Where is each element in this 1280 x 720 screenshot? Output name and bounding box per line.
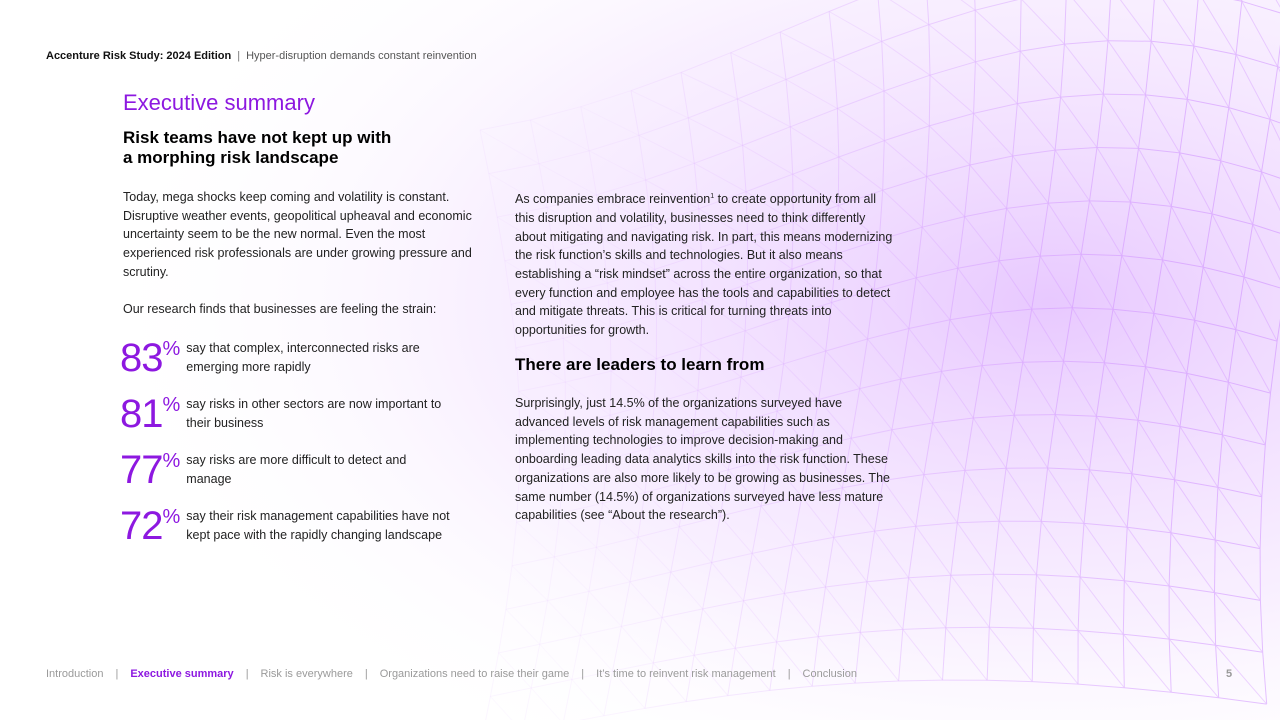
headline-line-2: a morphing risk landscape — [123, 148, 339, 167]
intro-paragraph: Today, mega shocks keep coming and volatility is constant. Disruptive weather events, geopolitical upheaval and economic uncertainty seem to be the new normal. Even the most experienced risk professionals are under growing pressure and scrutiny. — [123, 190, 472, 279]
mesh-line — [1108, 41, 1151, 42]
footer-nav-conclusion[interactable]: Conclusion — [802, 668, 857, 680]
document-header — [46, 50, 477, 62]
footer-nav-separator: | — [364, 668, 368, 680]
header-separator: | — [237, 50, 241, 62]
footnote-marker[interactable]: 1 — [710, 193, 715, 200]
header-subtitle: Hyper-disruption demands constant reinvention — [246, 50, 477, 62]
footer-navigation — [46, 668, 857, 680]
footer-nav-risk-is-everywhere[interactable]: Risk is everywhere — [260, 668, 353, 680]
footer-nav-separator: | — [245, 668, 249, 680]
stat-item — [120, 506, 476, 546]
stat-description: say their risk management capabilities have not kept pace with the rapidly changing landscape — [186, 509, 450, 542]
header-brand: Accenture Risk Study: 2024 Edition — [46, 50, 232, 62]
mesh-line — [1215, 540, 1216, 593]
footer-nav-introduction[interactable]: Introduction — [46, 668, 104, 680]
stat-item — [120, 394, 466, 434]
reinvention-paragraph — [515, 188, 895, 340]
footer-nav-separator: | — [787, 668, 791, 680]
stat-value: 81 — [120, 392, 163, 436]
reinvention-text-end: to create opportunity from all this disruption and volatility, businesses need to think differently about mitigating and navigating risk. In part, this means modernizing the risk function’s skills and technologies. But it also means establishing a “risk mindset” across the entire organization, so that every function and employee has the tools and capabilities to detect and mitigate threats. This is critical for turning threats into opportunities for growth. — [515, 192, 893, 338]
stat-value: 83 — [120, 336, 163, 380]
mesh-line — [1014, 415, 1055, 416]
stat-description: say risks in other sectors are now important to their business — [186, 397, 442, 430]
footer-nav-reinvent-risk-management[interactable]: It’s time to reinvent risk management — [596, 668, 776, 680]
leaders-subheading: There are leaders to learn from — [515, 355, 765, 374]
stat-unit: % — [162, 450, 181, 472]
headline-line-1: Risk teams have not kept up with — [123, 128, 392, 147]
stat-item — [120, 450, 416, 490]
section-title: Executive summary — [123, 90, 315, 115]
stat-value: 77 — [120, 448, 163, 492]
stat-unit: % — [162, 338, 181, 360]
stat-item — [120, 338, 466, 378]
stat-description: say risks are more difficult to detect and manage — [186, 453, 407, 486]
stat-unit: % — [162, 506, 181, 528]
footer-nav-separator: | — [115, 668, 119, 680]
mesh-line — [929, 75, 930, 126]
leaders-paragraph: Surprisingly, just 14.5% of the organizations surveyed have advanced levels of risk management capabilities such as implementing technologies to improve decision-making and onboarding leading data analytics skills into the risk function. These organizations are also more likely to be growing as businesses. The same number (14.5%) of organizations surveyed have less mature capabilities (see “About the research”). — [515, 396, 890, 523]
page-number: 5 — [1226, 668, 1233, 680]
headline — [123, 128, 463, 168]
mesh-line — [993, 574, 1036, 575]
stat-description: say that complex, interconnected risks are emerging more rapidly — [186, 341, 420, 374]
footer-nav-executive-summary[interactable]: Executive summary — [130, 668, 234, 680]
stat-value: 72 — [120, 504, 163, 548]
research-lead-paragraph: Our research finds that businesses are feeling the strain: — [123, 302, 437, 316]
stat-unit: % — [162, 394, 181, 416]
reinvention-text-start: As companies embrace reinvention — [515, 192, 711, 207]
footer-nav-separator: | — [581, 668, 585, 680]
footer-nav-raise-their-game[interactable]: Organizations need to raise their game — [379, 668, 570, 680]
